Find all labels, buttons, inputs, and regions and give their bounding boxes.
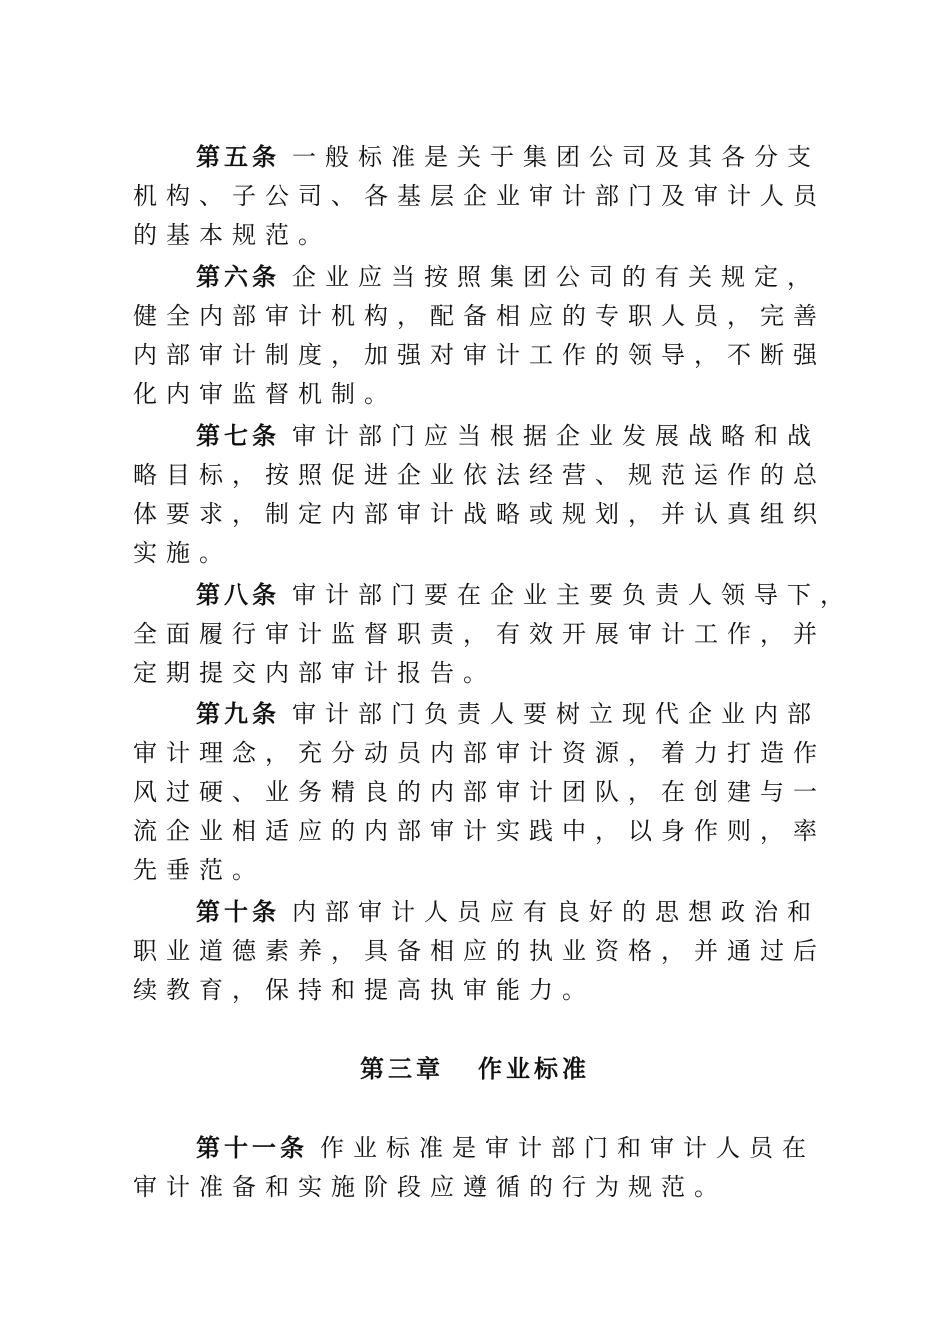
chapter-heading: [0, 1050, 950, 1089]
article-7-line-4: 实施。: [133, 539, 232, 567]
article-8-text-1: 审计部门要在企业主要负责人领导下，: [292, 581, 853, 609]
article-8-line-3: 定期提交内部审计报告。: [133, 659, 496, 687]
article-10-line-1: [196, 893, 836, 932]
article-8-label: 第八条: [196, 581, 280, 609]
article-5-text-1: 一般标准是关于集团公司及其各分支: [292, 143, 820, 171]
article-6-text-1: 企业应当按照集团公司的有关规定，: [292, 263, 820, 291]
article-10-label: 第十条: [196, 898, 280, 926]
article-6-line-3: 内部审计制度，加强对审计工作的领导，不断强: [133, 341, 826, 369]
article-6-line-1: [196, 258, 836, 297]
article-6-label: 第六条: [196, 263, 280, 291]
article-9-line-2: 审计理念，充分动员内部审计资源，着力打造作: [133, 739, 826, 767]
article-9-line-3: 风过硬、业务精良的内部审计团队，在创建与一: [133, 778, 826, 806]
chapter-number: 第三章: [360, 1055, 444, 1083]
article-9-line-5: 先垂范。: [133, 856, 265, 884]
article-8-line-1: [196, 576, 853, 615]
article-8-line-2: 全面履行审计监督职责，有效开展审计工作，并: [133, 620, 826, 648]
article-11-line-2: 审计准备和实施阶段应遵循的行为规范。: [133, 1173, 727, 1201]
article-10-line-3: 续教育，保持和提高执审能力。: [133, 976, 595, 1004]
article-9-line-4: 流企业相适应的内部审计实践中，以身作则，率: [133, 817, 826, 845]
article-6-line-2: 健全内部审计机构，配备相应的专职人员，完善: [133, 302, 826, 330]
article-9-line-1: [196, 695, 836, 734]
chapter-title: 作业标准: [478, 1055, 590, 1083]
article-7-line-2: 略目标，按照促进企业依法经营、规范运作的总: [133, 461, 826, 489]
article-11-text-1: 作业标准是审计部门和审计人员在: [320, 1134, 815, 1162]
article-9-text-1: 审计部门负责人要树立现代企业内部: [292, 700, 820, 728]
article-10-text-1: 内部审计人员应有良好的思想政治和: [292, 898, 820, 926]
article-7-text-1: 审计部门应当根据企业发展战略和战: [292, 422, 820, 450]
article-10-line-2: 职业道德素养，具备相应的执业资格，并通过后: [133, 937, 826, 965]
article-7-line-1: [196, 417, 836, 456]
article-5-label: 第五条: [196, 143, 280, 171]
article-6-line-4: 化内审监督机制。: [133, 380, 397, 408]
article-5-line-3: 的基本规范。: [133, 221, 331, 249]
article-9-label: 第九条: [196, 700, 280, 728]
article-7-line-3: 体要求，制定内部审计战略或规划，并认真组织: [133, 500, 826, 528]
article-7-label: 第七条: [196, 422, 280, 450]
article-5-line-2: 机构、子公司、各基层企业审计部门及审计人员: [133, 182, 826, 210]
article-11-label: 第十一条: [196, 1134, 308, 1162]
article-5-line-1: [196, 138, 836, 177]
article-11-line-1: [196, 1129, 836, 1168]
